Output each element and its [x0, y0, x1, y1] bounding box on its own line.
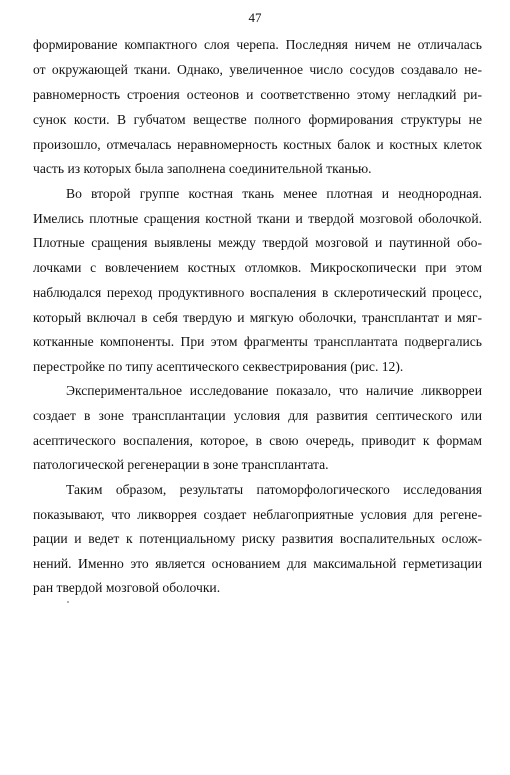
paragraph-2-line-2: Имелись плотные сращения костной ткани и твердой мозговой оболочкой.: [33, 211, 482, 226]
scan-smudge-mark: [67, 601, 69, 603]
paragraph-1-line-4: сунок кости. В губчатом веществе полного формирования структуры не: [33, 112, 482, 127]
paragraph-1-line-2: от окружающей ткани. Однако, увеличенное число сосудов создавало не-: [33, 62, 482, 77]
page-number: 47: [248, 10, 262, 25]
paragraph-2-line-5: наблюдался переход продуктивного воспаления в склеротический процесс,: [33, 285, 482, 300]
paragraph-4-line-4: нений. Именно это является основанием для максимальной герметизации: [33, 556, 482, 571]
paragraph-1-line-3: равномерность строения остеонов и соответственно этому негладкий ри-: [33, 87, 482, 102]
paragraph-3-line-4: патологической регенерации в зоне трансплантата.: [33, 457, 329, 472]
paragraph-4-line-1: Таким образом, результаты патоморфологического исследования: [66, 482, 482, 497]
paragraph-2-line-4: лочками с вовлечением костных отломков. Микроскопически при этом: [33, 260, 482, 275]
paragraph-2-line-1: Во второй группе костная ткань менее плотная и неоднородная.: [66, 186, 482, 201]
paragraph-1-line-1: формирование компактного слоя черепа. Последняя ничем не отличалась: [33, 37, 482, 52]
paragraph-1-line-6: часть из которых была заполнена соединительной тканью.: [33, 161, 372, 176]
paragraph-2-line-8: перестройке по типу асептического секвестрирования (рис. 12).: [33, 359, 404, 374]
paragraph-1-line-5: произошло, отмечалась неравномерность костных балок и костных клеток: [33, 137, 482, 152]
paragraph-2-line-6: который включал в себя твердую и мягкую оболочки, трансплантат и мяг-: [33, 310, 482, 325]
paragraph-4-line-5: ран твердой мозговой оболочки.: [33, 580, 221, 595]
paragraph-4-line-3: рации и ведет к потенциальному риску развития воспалительных ослож-: [33, 531, 482, 546]
paragraph-3-line-2: создает в зоне трансплантации условия для развития септического или: [33, 408, 482, 423]
paragraph-3-line-3: асептического воспаления, которое, в свою очередь, приводит к формам: [33, 433, 482, 448]
paragraph-2-line-3: Плотные сращения выявлены между твердой мозговой и паутинной обо-: [33, 235, 482, 250]
paragraph-4-line-2: показывают, что ликворрея создает неблагоприятные условия для регене-: [33, 507, 482, 522]
paragraph-3-line-1: Экспериментальное исследование показало, что наличие ликворреи: [66, 383, 482, 398]
paragraph-2-line-7: котканные компоненты. При этом фрагменты трансплантата подвергались: [33, 334, 482, 349]
